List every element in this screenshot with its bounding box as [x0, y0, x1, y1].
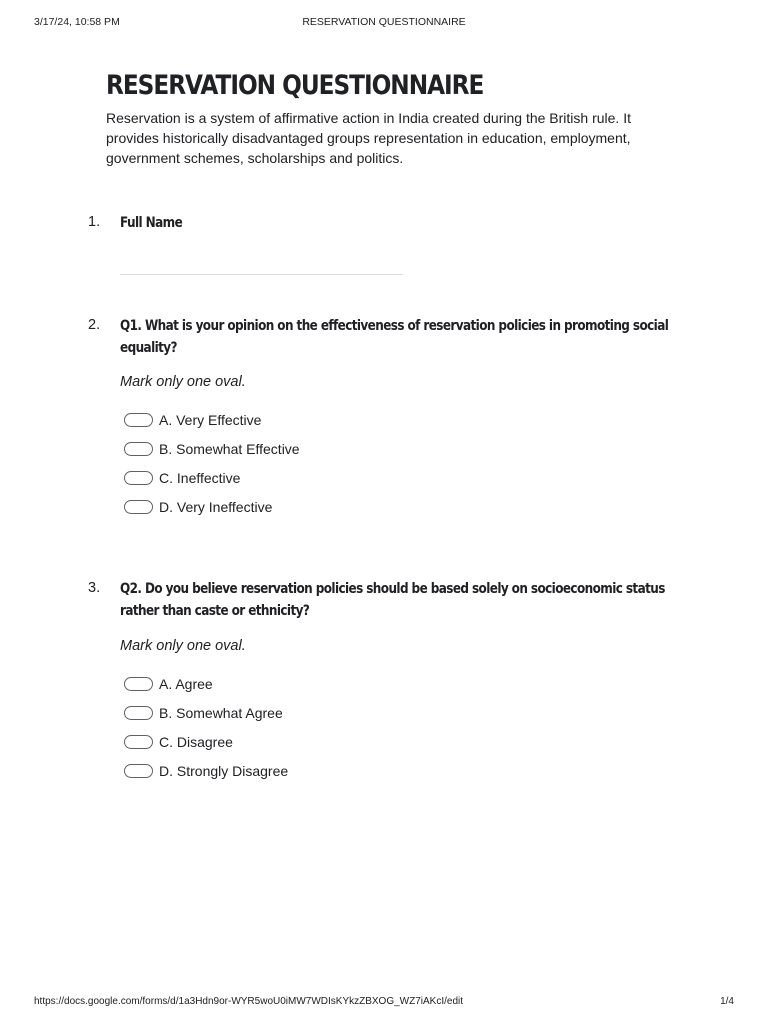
- q3-option-b[interactable]: [124, 704, 283, 722]
- form-title: RESERVATION QUESTIONNAIRE: [106, 70, 484, 101]
- q3-option-a[interactable]: [124, 675, 213, 693]
- option-label: C. Disagree: [159, 734, 233, 750]
- option-label: A. Very Effective: [159, 412, 262, 428]
- question-3-instruction: Mark only one oval.: [120, 638, 246, 654]
- print-url: https://docs.google.com/forms/d/1a3Hdn9or-WYR5woU0iMW7WDIsKYkzZBXOG_WZ7iAKcI/edit: [34, 996, 464, 1007]
- option-label: A. Agree: [159, 676, 213, 692]
- print-datetime: 3/17/24, 10:58 PM: [34, 16, 120, 28]
- question-2-text: Q1. What is your opinion on the effectiveness of reservation policies in promoting social equality?: [120, 318, 669, 356]
- question-2-instruction: Mark only one oval.: [120, 374, 246, 390]
- q2-option-c[interactable]: [124, 469, 240, 487]
- option-label: D. Strongly Disagree: [159, 763, 289, 779]
- q3-option-d[interactable]: [124, 762, 288, 780]
- print-header: [34, 16, 734, 30]
- radio-oval-icon[interactable]: [124, 413, 153, 427]
- print-footer: [34, 996, 734, 1010]
- print-doc-title: RESERVATION QUESTIONNAIRE: [302, 16, 466, 28]
- question-3-number: 3.: [88, 580, 101, 596]
- page-number: 1/4: [720, 996, 734, 1007]
- radio-oval-icon[interactable]: [124, 471, 153, 485]
- radio-oval-icon[interactable]: [124, 735, 153, 749]
- q2-option-a[interactable]: [124, 411, 261, 429]
- question-1-number: 1.: [88, 214, 101, 230]
- q2-option-d[interactable]: [124, 498, 272, 516]
- question-3-text: Q2. Do you believe reservation policies should be based solely on socioeconomic status rather than caste or ethnicity?: [120, 581, 665, 619]
- radio-oval-icon[interactable]: [124, 442, 153, 456]
- radio-oval-icon[interactable]: [124, 706, 153, 720]
- option-label: D. Very Ineffective: [159, 499, 273, 515]
- question-2-number: 2.: [88, 317, 101, 333]
- option-label: B. Somewhat Agree: [159, 705, 283, 721]
- q3-option-c[interactable]: [124, 733, 233, 751]
- question-1-text: Full Name: [120, 215, 183, 231]
- form-description: Reservation is a system of affirmative action in India created during the British rule. It provides historically disadvantaged groups representation in education, employment, government schemes, scholarships and politics.: [106, 110, 631, 166]
- option-label: B. Somewhat Effective: [159, 441, 300, 457]
- q2-option-b[interactable]: [124, 440, 300, 458]
- radio-oval-icon[interactable]: [124, 677, 153, 691]
- radio-oval-icon[interactable]: [124, 764, 153, 778]
- option-label: C. Ineffective: [159, 470, 241, 486]
- full-name-input-line[interactable]: [120, 274, 403, 275]
- radio-oval-icon[interactable]: [124, 500, 153, 514]
